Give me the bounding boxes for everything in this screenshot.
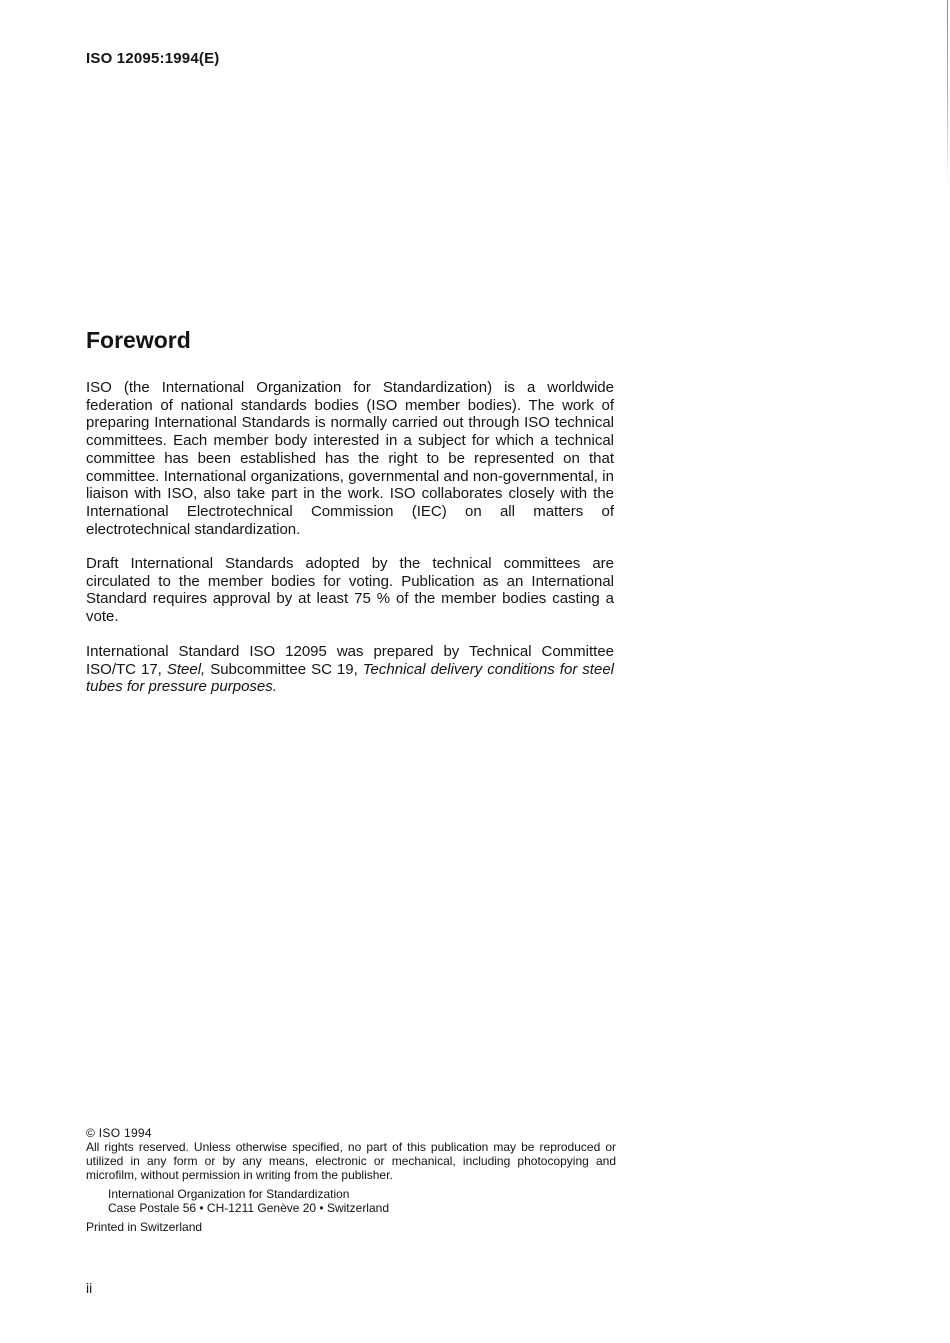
publisher-address: Case Postale 56 • CH-1211 Genève 20 • Switzerland	[108, 1201, 389, 1215]
rights-statement: All rights reserved. Unless otherwise specified, no part of this publication may be reproduced or utilized in any form or by any means, electronic or mechanical, including photocopying and microfilm, without permission in writing from the publisher.	[86, 1140, 616, 1182]
paragraph-3-text-a: International Standard ISO 12095 was prepared by Technical Committee ISO/TC 17,	[86, 643, 614, 678]
foreword-heading: Foreword	[86, 327, 191, 353]
foreword-paragraph-1: ISO (the International Organization for Standardization) is a worldwide federation of national standards bodies (ISO member bodies). The work of preparing International Standards is normally carried out through ISO technical committees. Each member body interested in a subject for which a technical committee has been established has the right to be represented on that committee. International organizations, governmental and non-governmental, in liaison with ISO, also take part in the work. ISO collaborates closely with the International Electrotechnical Commission (IEC) on all matters of electrotechnical standardization.	[86, 379, 614, 538]
foreword-paragraph-2: Draft International Standards adopted by the technical committees are circulated to the member bodies for voting. Publication as an International Standard requires approval by at least 75 % of the member bodies casting a vote.	[86, 555, 614, 626]
printed-in: Printed in Switzerland	[86, 1220, 203, 1234]
committee-title: Steel,	[166, 660, 206, 678]
document-identifier: ISO 12095:1994(E)	[86, 50, 220, 67]
publisher-name: International Organization for Standardization	[108, 1187, 350, 1201]
foreword-paragraph-3	[86, 643, 614, 696]
publisher-address-block	[86, 1187, 616, 1215]
paragraph-3-text-b: Subcommittee SC 19,	[205, 660, 363, 678]
copyright-notice: © ISO 1994	[86, 1126, 152, 1140]
page-number: ii	[86, 1280, 93, 1296]
copyright-block	[86, 1126, 616, 1234]
subcommittee-title: Technical delivery conditions for steel tubes for pressure purposes.	[86, 660, 614, 696]
scan-edge-mark	[947, 0, 948, 185]
